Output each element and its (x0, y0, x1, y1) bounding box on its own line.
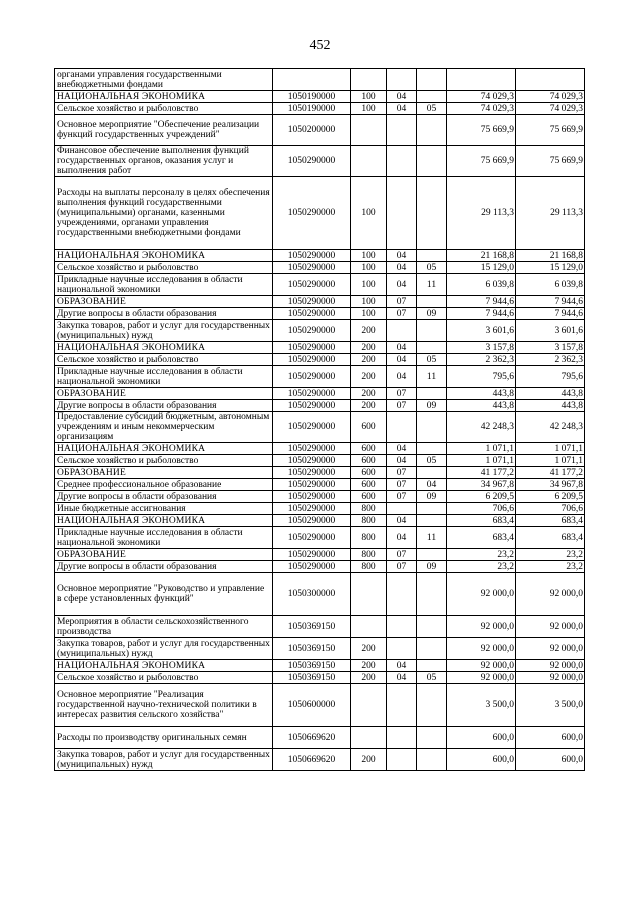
row-section (387, 146, 417, 177)
row-code: 1050290000 (273, 479, 351, 491)
row-name: Закупка товаров, работ и услуг для государственных (муниципальных) нужд (55, 638, 273, 660)
row-code: 1050290000 (273, 308, 351, 320)
table-row (55, 262, 585, 274)
row-section (387, 727, 417, 749)
row-amount-2: 7 944,6 (516, 308, 585, 320)
table-row (55, 672, 585, 684)
table-row (55, 274, 585, 296)
row-subsection (417, 616, 447, 638)
row-subsection: 11 (417, 274, 447, 296)
row-amount-2: 41 177,2 (516, 467, 585, 479)
row-amount-1: 75 669,9 (447, 115, 516, 146)
row-amount-1: 3 500,0 (447, 684, 516, 727)
row-amount-1: 92 000,0 (447, 660, 516, 672)
row-section: 04 (387, 91, 417, 103)
row-amount-2: 1 071,1 (516, 455, 585, 467)
row-expense-type: 100 (351, 296, 387, 308)
row-section (387, 749, 417, 771)
row-expense-type: 100 (351, 262, 387, 274)
page-number: 452 (309, 38, 331, 53)
row-expense-type: 100 (351, 91, 387, 103)
row-amount-1: 74 029,3 (447, 103, 516, 115)
row-amount-1: 2 362,3 (447, 354, 516, 366)
row-expense-type (351, 69, 387, 91)
row-amount-1: 23,2 (447, 549, 516, 561)
row-section: 07 (387, 388, 417, 400)
table-row (55, 479, 585, 491)
row-section (387, 616, 417, 638)
row-subsection: 09 (417, 491, 447, 503)
row-code: 1050190000 (273, 103, 351, 115)
table-row (55, 103, 585, 115)
row-code: 1050669620 (273, 727, 351, 749)
row-expense-type: 200 (351, 638, 387, 660)
row-name: Другие вопросы в области образования (55, 308, 273, 320)
row-code: 1050290000 (273, 561, 351, 573)
row-subsection (417, 146, 447, 177)
row-amount-1: 3 601,6 (447, 320, 516, 342)
table-row (55, 503, 585, 515)
row-amount-1: 706,6 (447, 503, 516, 515)
row-section: 04 (387, 274, 417, 296)
row-name: Закупка товаров, работ и услуг для государственных (муниципальных) нужд (55, 749, 273, 771)
row-name: НАЦИОНАЛЬНАЯ ЭКОНОМИКА (55, 250, 273, 262)
row-section (387, 638, 417, 660)
row-expense-type (351, 115, 387, 146)
row-subsection (417, 177, 447, 250)
row-expense-type (351, 573, 387, 616)
row-expense-type (351, 684, 387, 727)
row-amount-1: 34 967,8 (447, 479, 516, 491)
row-name: НАЦИОНАЛЬНАЯ ЭКОНОМИКА (55, 660, 273, 672)
table-row (55, 515, 585, 527)
row-code: 1050369150 (273, 672, 351, 684)
row-expense-type: 200 (351, 660, 387, 672)
row-amount-2: 6 039,8 (516, 274, 585, 296)
row-code: 1050290000 (273, 455, 351, 467)
row-amount-1: 15 129,0 (447, 262, 516, 274)
row-amount-2: 92 000,0 (516, 660, 585, 672)
row-section (387, 412, 417, 443)
row-code: 1050290000 (273, 366, 351, 388)
row-expense-type: 800 (351, 503, 387, 515)
row-code: 1050200000 (273, 115, 351, 146)
row-name: НАЦИОНАЛЬНАЯ ЭКОНОМИКА (55, 515, 273, 527)
row-expense-type: 200 (351, 400, 387, 412)
table-row (55, 320, 585, 342)
row-subsection: 05 (417, 672, 447, 684)
row-name: Предоставление субсидий бюджетным, автономным учреждениям и иным некоммерческим организациям (55, 412, 273, 443)
row-expense-type: 200 (351, 672, 387, 684)
table-row (55, 69, 585, 91)
row-amount-2: 3 601,6 (516, 320, 585, 342)
row-section: 07 (387, 479, 417, 491)
table-row (55, 342, 585, 354)
row-name: Иные бюджетные ассигнования (55, 503, 273, 515)
row-section: 04 (387, 103, 417, 115)
row-name: НАЦИОНАЛЬНАЯ ЭКОНОМИКА (55, 91, 273, 103)
row-code: 1050190000 (273, 91, 351, 103)
row-name: Закупка товаров, работ и услуг для государственных (муниципальных) нужд (55, 320, 273, 342)
row-name: Другие вопросы в области образования (55, 491, 273, 503)
table-row (55, 616, 585, 638)
table-row (55, 549, 585, 561)
row-section: 04 (387, 515, 417, 527)
row-subsection: 05 (417, 262, 447, 274)
row-amount-1: 7 944,6 (447, 308, 516, 320)
row-subsection (417, 296, 447, 308)
row-subsection (417, 250, 447, 262)
row-name: Мероприятия в области сельскохозяйственного производства (55, 616, 273, 638)
row-expense-type: 200 (351, 342, 387, 354)
row-amount-2: 443,8 (516, 400, 585, 412)
row-name: Прикладные научные исследования в области национальной экономики (55, 274, 273, 296)
row-section: 04 (387, 262, 417, 274)
row-name: Основное мероприятие "Обеспечение реализации функций государственных учреждений" (55, 115, 273, 146)
budget-table (54, 68, 585, 771)
row-code: 1050290000 (273, 320, 351, 342)
table-row (55, 727, 585, 749)
table-row (55, 443, 585, 455)
table-row (55, 250, 585, 262)
row-code: 1050669620 (273, 749, 351, 771)
row-expense-type: 600 (351, 491, 387, 503)
row-amount-2: 795,6 (516, 366, 585, 388)
row-subsection: 05 (417, 103, 447, 115)
row-expense-type: 100 (351, 177, 387, 250)
row-expense-type (351, 146, 387, 177)
row-section (387, 177, 417, 250)
table-row (55, 115, 585, 146)
row-subsection (417, 549, 447, 561)
table-row (55, 308, 585, 320)
row-amount-1: 92 000,0 (447, 573, 516, 616)
row-expense-type: 800 (351, 549, 387, 561)
row-code: 1050290000 (273, 296, 351, 308)
row-amount-2: 75 669,9 (516, 115, 585, 146)
row-amount-2: 23,2 (516, 561, 585, 573)
row-section: 07 (387, 467, 417, 479)
row-amount-2: 74 029,3 (516, 91, 585, 103)
row-subsection (417, 91, 447, 103)
row-expense-type: 200 (351, 320, 387, 342)
table-row (55, 684, 585, 727)
row-code: 1050290000 (273, 354, 351, 366)
table-row (55, 527, 585, 549)
row-subsection (417, 638, 447, 660)
row-section: 04 (387, 250, 417, 262)
row-amount-1: 1 071,1 (447, 455, 516, 467)
row-expense-type: 800 (351, 515, 387, 527)
row-amount-2: 21 168,8 (516, 250, 585, 262)
row-amount-2: 1 071,1 (516, 443, 585, 455)
row-code: 1050300000 (273, 573, 351, 616)
row-amount-1: 92 000,0 (447, 672, 516, 684)
row-section (387, 503, 417, 515)
row-amount-1: 92 000,0 (447, 638, 516, 660)
row-amount-1: 6 039,8 (447, 274, 516, 296)
row-section: 04 (387, 455, 417, 467)
row-code: 1050369150 (273, 616, 351, 638)
row-expense-type: 200 (351, 749, 387, 771)
row-expense-type: 100 (351, 274, 387, 296)
row-name: ОБРАЗОВАНИЕ (55, 388, 273, 400)
row-subsection (417, 69, 447, 91)
row-amount-1: 795,6 (447, 366, 516, 388)
row-subsection (417, 320, 447, 342)
row-expense-type: 100 (351, 308, 387, 320)
row-amount-2: 600,0 (516, 749, 585, 771)
table-row (55, 388, 585, 400)
row-amount-1: 7 944,6 (447, 296, 516, 308)
row-name: ОБРАЗОВАНИЕ (55, 296, 273, 308)
row-name: Среднее профессиональное образование (55, 479, 273, 491)
row-amount-2: 600,0 (516, 727, 585, 749)
row-amount-2: 92 000,0 (516, 638, 585, 660)
table-body (55, 69, 585, 771)
row-amount-2: 74 029,3 (516, 103, 585, 115)
row-amount-1: 23,2 (447, 561, 516, 573)
table-row (55, 177, 585, 250)
row-name: ОБРАЗОВАНИЕ (55, 549, 273, 561)
row-name: ОБРАЗОВАНИЕ (55, 467, 273, 479)
table-row (55, 400, 585, 412)
row-subsection (417, 749, 447, 771)
row-subsection (417, 684, 447, 727)
row-code: 1050290000 (273, 177, 351, 250)
row-section: 04 (387, 354, 417, 366)
row-amount-2: 34 967,8 (516, 479, 585, 491)
row-amount-2: 75 669,9 (516, 146, 585, 177)
row-section: 04 (387, 660, 417, 672)
row-amount-2: 6 209,5 (516, 491, 585, 503)
table-row (55, 573, 585, 616)
row-section: 04 (387, 527, 417, 549)
row-section: 04 (387, 342, 417, 354)
row-amount-1: 683,4 (447, 527, 516, 549)
row-name: НАЦИОНАЛЬНАЯ ЭКОНОМИКА (55, 443, 273, 455)
row-amount-1: 443,8 (447, 400, 516, 412)
table-row (55, 455, 585, 467)
row-section: 07 (387, 549, 417, 561)
row-amount-1: 443,8 (447, 388, 516, 400)
row-amount-2: 29 113,3 (516, 177, 585, 250)
row-subsection: 05 (417, 354, 447, 366)
row-amount-2 (516, 69, 585, 91)
row-subsection (417, 503, 447, 515)
table-row (55, 146, 585, 177)
row-code: 1050290000 (273, 527, 351, 549)
row-name: Сельское хозяйство и рыболовство (55, 354, 273, 366)
row-amount-2: 683,4 (516, 515, 585, 527)
row-amount-1: 21 168,8 (447, 250, 516, 262)
row-amount-1: 600,0 (447, 749, 516, 771)
row-name: Сельское хозяйство и рыболовство (55, 672, 273, 684)
row-name: Основное мероприятие "Реализация государственной научно-технической политики в интересах развития сельского хозяйства" (55, 684, 273, 727)
row-name: Другие вопросы в области образования (55, 561, 273, 573)
table-row (55, 491, 585, 503)
row-expense-type: 100 (351, 103, 387, 115)
row-subsection (417, 515, 447, 527)
row-section: 07 (387, 561, 417, 573)
row-subsection (417, 467, 447, 479)
row-expense-type: 200 (351, 388, 387, 400)
row-section: 04 (387, 366, 417, 388)
row-section: 07 (387, 296, 417, 308)
row-section (387, 115, 417, 146)
row-expense-type: 800 (351, 561, 387, 573)
row-amount-1 (447, 69, 516, 91)
row-name: НАЦИОНАЛЬНАЯ ЭКОНОМИКА (55, 342, 273, 354)
row-amount-1: 74 029,3 (447, 91, 516, 103)
row-amount-2: 683,4 (516, 527, 585, 549)
row-code: 1050290000 (273, 342, 351, 354)
table-row (55, 749, 585, 771)
row-code: 1050290000 (273, 412, 351, 443)
row-amount-1: 92 000,0 (447, 616, 516, 638)
row-amount-1: 600,0 (447, 727, 516, 749)
table-row (55, 91, 585, 103)
row-code: 1050290000 (273, 146, 351, 177)
row-subsection (417, 727, 447, 749)
row-name: Расходы на выплаты персоналу в целях обеспечения выполнения функций государственными (муниципальными) органами, казенными учреждениями, органами управления государственными внебюджетными фондами (55, 177, 273, 250)
row-amount-2: 23,2 (516, 549, 585, 561)
row-section (387, 320, 417, 342)
row-code: 1050369150 (273, 638, 351, 660)
row-amount-2: 42 248,3 (516, 412, 585, 443)
row-name: Сельское хозяйство и рыболовство (55, 262, 273, 274)
row-subsection (417, 412, 447, 443)
row-section (387, 573, 417, 616)
row-amount-2: 443,8 (516, 388, 585, 400)
row-amount-2: 92 000,0 (516, 616, 585, 638)
row-subsection: 11 (417, 527, 447, 549)
row-amount-2: 2 362,3 (516, 354, 585, 366)
row-expense-type: 600 (351, 479, 387, 491)
row-subsection: 09 (417, 400, 447, 412)
row-expense-type: 600 (351, 455, 387, 467)
row-name: Прикладные научные исследования в области национальной экономики (55, 366, 273, 388)
row-section: 04 (387, 443, 417, 455)
row-amount-2: 3 157,8 (516, 342, 585, 354)
row-amount-1: 42 248,3 (447, 412, 516, 443)
row-amount-1: 683,4 (447, 515, 516, 527)
row-section: 07 (387, 308, 417, 320)
row-code: 1050290000 (273, 443, 351, 455)
row-code: 1050290000 (273, 515, 351, 527)
row-expense-type: 600 (351, 412, 387, 443)
row-code: 1050290000 (273, 262, 351, 274)
row-section: 07 (387, 491, 417, 503)
row-subsection (417, 342, 447, 354)
row-code: 1050290000 (273, 250, 351, 262)
row-expense-type: 600 (351, 443, 387, 455)
row-code (273, 69, 351, 91)
row-name: Сельское хозяйство и рыболовство (55, 103, 273, 115)
row-subsection (417, 443, 447, 455)
row-subsection (417, 660, 447, 672)
row-name: Другие вопросы в области образования (55, 400, 273, 412)
row-section: 07 (387, 400, 417, 412)
row-amount-1: 6 209,5 (447, 491, 516, 503)
table-row (55, 366, 585, 388)
row-code: 1050290000 (273, 549, 351, 561)
row-code: 1050290000 (273, 388, 351, 400)
row-amount-1: 41 177,2 (447, 467, 516, 479)
row-amount-1: 29 113,3 (447, 177, 516, 250)
row-name: Финансовое обеспечение выполнения функций государственных органов, оказания услуг и выполнения работ (55, 146, 273, 177)
row-expense-type: 200 (351, 354, 387, 366)
row-name: Расходы по производству оригинальных семян (55, 727, 273, 749)
row-amount-1: 1 071,1 (447, 443, 516, 455)
table-row (55, 638, 585, 660)
table-row (55, 296, 585, 308)
row-expense-type: 600 (351, 467, 387, 479)
row-expense-type: 100 (351, 250, 387, 262)
row-expense-type (351, 616, 387, 638)
row-code: 1050290000 (273, 274, 351, 296)
row-amount-2: 7 944,6 (516, 296, 585, 308)
row-section: 04 (387, 672, 417, 684)
row-code: 1050600000 (273, 684, 351, 727)
row-subsection (417, 388, 447, 400)
row-code: 1050290000 (273, 467, 351, 479)
row-code: 1050290000 (273, 400, 351, 412)
row-amount-2: 3 500,0 (516, 684, 585, 727)
row-subsection: 05 (417, 455, 447, 467)
row-section (387, 684, 417, 727)
row-subsection (417, 115, 447, 146)
table-row (55, 467, 585, 479)
row-name: Прикладные научные исследования в области национальной экономики (55, 527, 273, 549)
row-expense-type: 200 (351, 366, 387, 388)
row-name: органами управления государственными внебюджетными фондами (55, 69, 273, 91)
row-subsection: 09 (417, 308, 447, 320)
table-row (55, 412, 585, 443)
row-subsection: 11 (417, 366, 447, 388)
row-subsection: 04 (417, 479, 447, 491)
row-amount-2: 92 000,0 (516, 672, 585, 684)
table-row (55, 354, 585, 366)
row-subsection (417, 573, 447, 616)
row-code: 1050369150 (273, 660, 351, 672)
row-amount-2: 15 129,0 (516, 262, 585, 274)
row-section (387, 69, 417, 91)
row-amount-2: 706,6 (516, 503, 585, 515)
row-code: 1050290000 (273, 503, 351, 515)
row-amount-2: 92 000,0 (516, 573, 585, 616)
row-name: Основное мероприятие "Руководство и управление в сфере установленных функций" (55, 573, 273, 616)
row-name: Сельское хозяйство и рыболовство (55, 455, 273, 467)
table-row (55, 660, 585, 672)
row-amount-1: 75 669,9 (447, 146, 516, 177)
row-subsection: 09 (417, 561, 447, 573)
table-row (55, 561, 585, 573)
row-expense-type (351, 727, 387, 749)
row-expense-type: 800 (351, 527, 387, 549)
row-code: 1050290000 (273, 491, 351, 503)
row-amount-1: 3 157,8 (447, 342, 516, 354)
